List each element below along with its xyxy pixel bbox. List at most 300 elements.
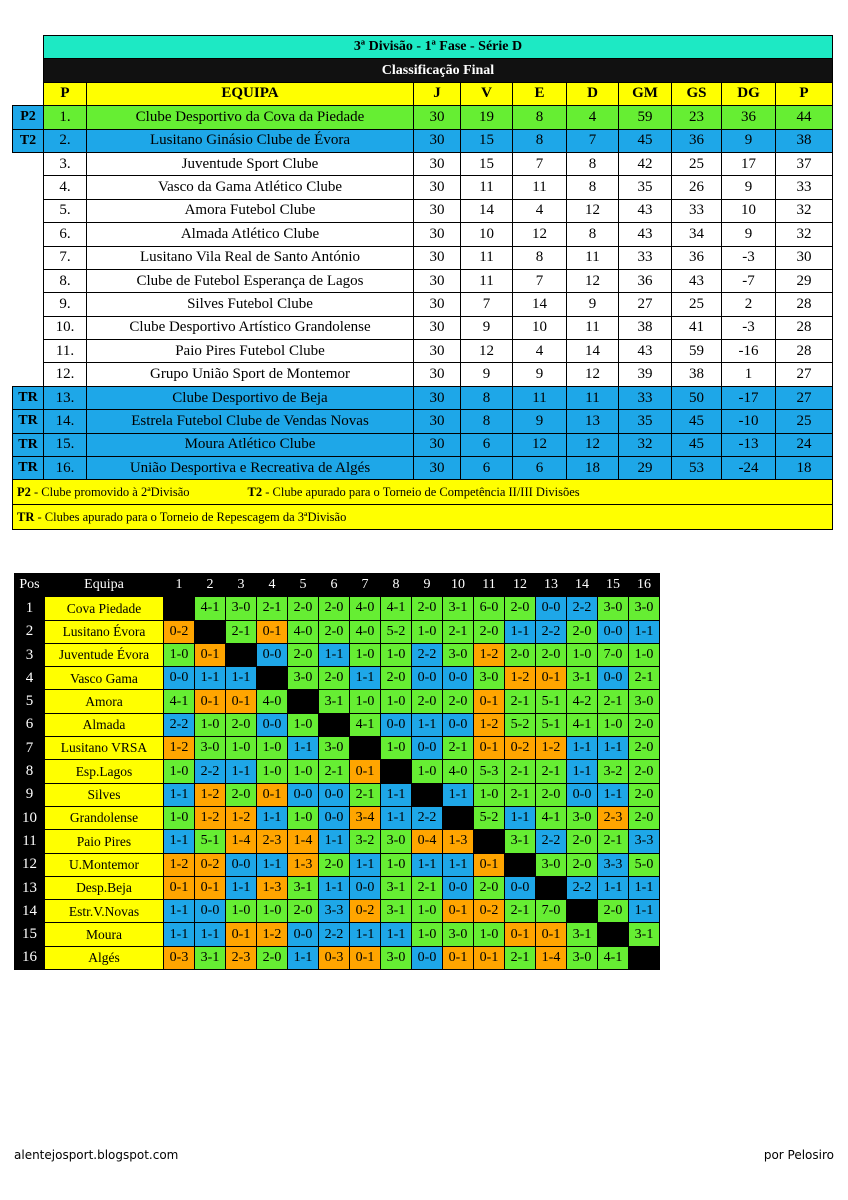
- cell-goal-difference: 9: [722, 223, 776, 246]
- match-result: 1-2: [226, 806, 257, 829]
- cell-goals-against: 45: [672, 410, 722, 433]
- col-header-draws: E: [513, 82, 567, 105]
- match-result: 1-1: [257, 853, 288, 876]
- matrix-col-header: 9: [412, 574, 443, 597]
- match-result: 0-0: [226, 853, 257, 876]
- match-result: 0-0: [164, 667, 195, 690]
- match-result: 2-0: [474, 876, 505, 899]
- col-header-goals-for: GM: [619, 82, 672, 105]
- cell-position: 15.: [44, 433, 87, 456]
- matrix-self-cell: [257, 667, 288, 690]
- cell-goals-for: 39: [619, 363, 672, 386]
- matrix-row-pos: 10: [15, 806, 45, 829]
- match-result: 1-1: [598, 737, 629, 760]
- match-result: 4-0: [350, 620, 381, 643]
- empty-tag: [13, 152, 44, 175]
- cell-position: 10.: [44, 316, 87, 339]
- legend-tr-text: - Clubes apurado para o Torneio de Repescagem da 3ªDivisão: [34, 510, 347, 525]
- empty-tag: [13, 246, 44, 269]
- match-result: 1-1: [350, 667, 381, 690]
- cell-wins: 15: [461, 129, 513, 152]
- cell-goals-against: 59: [672, 340, 722, 363]
- match-result: 1-1: [412, 853, 443, 876]
- match-result: 0-0: [319, 783, 350, 806]
- cell-position: 13.: [44, 386, 87, 409]
- cell-played: 30: [414, 293, 461, 316]
- match-result: 2-1: [598, 690, 629, 713]
- matrix-row-pos: 12: [15, 853, 45, 876]
- cell-goals-for: 29: [619, 457, 672, 480]
- cell-losses: 13: [567, 410, 619, 433]
- cell-draws: 10: [513, 316, 567, 339]
- matrix-col-header: 7: [350, 574, 381, 597]
- match-result: 3-4: [350, 806, 381, 829]
- match-result: 2-0: [288, 900, 319, 923]
- cell-goals-for: 42: [619, 152, 672, 175]
- cell-draws: 4: [513, 340, 567, 363]
- match-result: 0-0: [288, 923, 319, 946]
- match-result: 2-2: [412, 643, 443, 666]
- matrix-row-team: Esp.Lagos: [45, 760, 164, 783]
- matrix-row: [15, 830, 660, 853]
- matrix-self-cell: [412, 783, 443, 806]
- match-result: 2-1: [226, 620, 257, 643]
- cell-goal-difference: 9: [722, 176, 776, 199]
- match-result: 2-0: [412, 597, 443, 620]
- cell-goal-difference: 10: [722, 199, 776, 222]
- cell-goals-for: 33: [619, 246, 672, 269]
- match-result: 2-2: [536, 830, 567, 853]
- match-result: 0-0: [350, 876, 381, 899]
- match-result: 3-1: [505, 830, 536, 853]
- match-result: 1-1: [598, 783, 629, 806]
- match-result: 1-0: [226, 900, 257, 923]
- standings-row: [13, 223, 833, 246]
- match-result: 1-1: [319, 876, 350, 899]
- standings-row: [13, 129, 833, 152]
- match-result: 1-0: [164, 760, 195, 783]
- match-result: 2-0: [474, 620, 505, 643]
- cell-losses: 8: [567, 223, 619, 246]
- match-result: 0-1: [536, 667, 567, 690]
- matrix-col-header: 12: [505, 574, 536, 597]
- cell-goals-for: 38: [619, 316, 672, 339]
- matrix-self-cell: [288, 690, 319, 713]
- match-result: 3-1: [629, 923, 660, 946]
- match-result: 1-1: [288, 946, 319, 969]
- legend-row-1: [13, 480, 833, 505]
- match-result: 0-0: [505, 876, 536, 899]
- cell-team: Clube Desportivo da Cova da Piedade: [87, 106, 414, 129]
- match-result: 2-3: [226, 946, 257, 969]
- cell-goals-for: 43: [619, 340, 672, 363]
- match-result: 3-1: [567, 923, 598, 946]
- cell-draws: 12: [513, 223, 567, 246]
- match-result: 1-0: [381, 853, 412, 876]
- cell-team: Silves Futebol Clube: [87, 293, 414, 316]
- cell-goal-difference: 2: [722, 293, 776, 316]
- matrix-row-team: Vasco Gama: [45, 667, 164, 690]
- cell-goals-against: 38: [672, 363, 722, 386]
- match-result: 1-0: [474, 923, 505, 946]
- match-result: 3-1: [319, 690, 350, 713]
- match-result: 2-0: [288, 643, 319, 666]
- cell-position: 11.: [44, 340, 87, 363]
- matrix-row: [15, 876, 660, 899]
- match-result: 0-1: [474, 853, 505, 876]
- cell-points: 32: [776, 223, 833, 246]
- cell-draws: 9: [513, 363, 567, 386]
- match-result: 1-1: [567, 760, 598, 783]
- cell-draws: 8: [513, 129, 567, 152]
- footer-author: por Pelosiro: [763, 1148, 834, 1162]
- matrix-row-team: Paio Pires: [45, 830, 164, 853]
- match-result: 2-2: [536, 620, 567, 643]
- cell-played: 30: [414, 223, 461, 246]
- cell-team: Paio Pires Futebol Clube: [87, 340, 414, 363]
- cell-points: 30: [776, 246, 833, 269]
- cell-played: 30: [414, 316, 461, 339]
- matrix-row: [15, 667, 660, 690]
- cell-goal-difference: -10: [722, 410, 776, 433]
- cell-goals-for: 35: [619, 410, 672, 433]
- cell-wins: 7: [461, 293, 513, 316]
- match-result: 3-0: [381, 830, 412, 853]
- match-result: 2-0: [567, 620, 598, 643]
- cell-position: 4.: [44, 176, 87, 199]
- match-result: 0-1: [195, 876, 226, 899]
- cell-losses: 14: [567, 340, 619, 363]
- match-result: 1-0: [381, 737, 412, 760]
- matrix-col-header: 2: [195, 574, 226, 597]
- matrix-col-header: 8: [381, 574, 412, 597]
- match-result: 1-1: [381, 806, 412, 829]
- match-result: 1-2: [195, 806, 226, 829]
- cell-draws: 4: [513, 199, 567, 222]
- matrix-row: [15, 713, 660, 736]
- match-result: 1-1: [226, 760, 257, 783]
- match-result: 1-1: [443, 783, 474, 806]
- cell-position: 7.: [44, 246, 87, 269]
- cell-goal-difference: -3: [722, 246, 776, 269]
- standings-row: [13, 176, 833, 199]
- match-result: 4-1: [164, 690, 195, 713]
- cell-position: 12.: [44, 363, 87, 386]
- cell-team: Lusitano Vila Real de Santo António: [87, 246, 414, 269]
- matrix-header-pos: Pos: [15, 574, 45, 597]
- cell-points: 28: [776, 316, 833, 339]
- standings-row: [13, 316, 833, 339]
- matrix-row-pos: 16: [15, 946, 45, 969]
- match-result: 0-1: [350, 760, 381, 783]
- matrix-row: [15, 760, 660, 783]
- match-result: 1-0: [195, 713, 226, 736]
- matrix-self-cell: [195, 620, 226, 643]
- cell-goals-against: 34: [672, 223, 722, 246]
- match-result: 2-0: [288, 597, 319, 620]
- cell-draws: 8: [513, 106, 567, 129]
- match-result: 1-0: [288, 806, 319, 829]
- cell-wins: 9: [461, 316, 513, 339]
- cell-points: 33: [776, 176, 833, 199]
- match-result: 2-1: [629, 667, 660, 690]
- match-result: 1-1: [195, 667, 226, 690]
- match-result: 0-1: [350, 946, 381, 969]
- cell-draws: 8: [513, 246, 567, 269]
- legend-t2-code: T2: [247, 485, 263, 500]
- match-result: 2-0: [505, 643, 536, 666]
- table-subtitle: Classificação Final: [44, 59, 833, 82]
- cell-position: 14.: [44, 410, 87, 433]
- matrix-row-team: Cova Piedade: [45, 597, 164, 620]
- match-result: 0-2: [350, 900, 381, 923]
- standings-row: [13, 386, 833, 409]
- match-result: 4-2: [567, 690, 598, 713]
- matrix-row: [15, 620, 660, 643]
- cell-losses: 9: [567, 293, 619, 316]
- match-result: 4-0: [350, 597, 381, 620]
- match-result: 2-1: [505, 946, 536, 969]
- match-result: 2-2: [412, 806, 443, 829]
- match-result: 2-0: [536, 643, 567, 666]
- empty-tag: [13, 269, 44, 292]
- match-result: 3-0: [319, 737, 350, 760]
- cell-wins: 10: [461, 223, 513, 246]
- standings-row: [13, 433, 833, 456]
- match-result: 2-1: [505, 783, 536, 806]
- cell-played: 30: [414, 340, 461, 363]
- match-result: 2-1: [350, 783, 381, 806]
- matrix-row: [15, 597, 660, 620]
- match-result: 2-2: [567, 876, 598, 899]
- match-result: 1-1: [164, 900, 195, 923]
- cell-played: 30: [414, 199, 461, 222]
- match-result: 1-2: [164, 853, 195, 876]
- matrix-row-team: Lusitano Évora: [45, 620, 164, 643]
- matrix-row-team: Moura: [45, 923, 164, 946]
- match-result: 3-1: [381, 900, 412, 923]
- match-result: 0-0: [443, 713, 474, 736]
- match-result: 2-0: [412, 690, 443, 713]
- matrix-row-pos: 3: [15, 643, 45, 666]
- cell-goals-against: 25: [672, 152, 722, 175]
- match-result: 0-0: [412, 946, 443, 969]
- cell-draws: 14: [513, 293, 567, 316]
- cell-goal-difference: -13: [722, 433, 776, 456]
- match-result: 1-1: [164, 783, 195, 806]
- match-result: 3-0: [567, 946, 598, 969]
- match-result: 1-1: [505, 620, 536, 643]
- cell-draws: 7: [513, 269, 567, 292]
- match-result: 2-1: [443, 737, 474, 760]
- matrix-row-pos: 5: [15, 690, 45, 713]
- match-result: 1-1: [164, 830, 195, 853]
- standings-row: [13, 269, 833, 292]
- qualification-tag: TR: [13, 457, 44, 480]
- match-result: 0-2: [164, 620, 195, 643]
- cell-goals-against: 41: [672, 316, 722, 339]
- empty-tag: [13, 199, 44, 222]
- match-result: 2-0: [257, 946, 288, 969]
- col-header-wins: V: [461, 82, 513, 105]
- cell-position: 2.: [44, 129, 87, 152]
- cell-team: Clube Desportivo de Beja: [87, 386, 414, 409]
- matrix-row-pos: 15: [15, 923, 45, 946]
- cell-points: 32: [776, 199, 833, 222]
- match-result: 1-0: [412, 620, 443, 643]
- empty-tag: [13, 293, 44, 316]
- cell-goals-against: 43: [672, 269, 722, 292]
- match-result: 3-2: [350, 830, 381, 853]
- match-result: 1-1: [567, 737, 598, 760]
- col-header-goals-against: GS: [672, 82, 722, 105]
- cell-wins: 11: [461, 176, 513, 199]
- match-result: 3-0: [567, 806, 598, 829]
- standings-row: [13, 410, 833, 433]
- match-result: 2-2: [319, 923, 350, 946]
- legend-tr-code: TR: [17, 510, 35, 525]
- cell-losses: 12: [567, 269, 619, 292]
- match-result: 0-0: [381, 713, 412, 736]
- match-result: 1-0: [257, 760, 288, 783]
- match-result: 2-1: [505, 760, 536, 783]
- empty-tag: [13, 340, 44, 363]
- match-result: 1-0: [257, 737, 288, 760]
- match-result: 1-1: [443, 853, 474, 876]
- match-result: 2-1: [505, 900, 536, 923]
- cell-goals-for: 45: [619, 129, 672, 152]
- match-result: 0-4: [412, 830, 443, 853]
- cell-losses: 4: [567, 106, 619, 129]
- cell-team: Estrela Futebol Clube de Vendas Novas: [87, 410, 414, 433]
- match-result: 0-0: [319, 806, 350, 829]
- cell-team: Moura Atlético Clube: [87, 433, 414, 456]
- cell-played: 30: [414, 129, 461, 152]
- cell-goal-difference: 1: [722, 363, 776, 386]
- match-result: 2-0: [629, 737, 660, 760]
- matrix-row: [15, 853, 660, 876]
- col-header-losses: D: [567, 82, 619, 105]
- match-result: 5-2: [381, 620, 412, 643]
- match-result: 1-0: [350, 643, 381, 666]
- match-result: 4-1: [598, 946, 629, 969]
- matrix-col-header: 13: [536, 574, 567, 597]
- cell-points: 27: [776, 386, 833, 409]
- standings-row: [13, 363, 833, 386]
- cell-wins: 9: [461, 363, 513, 386]
- cell-goals-against: 23: [672, 106, 722, 129]
- match-result: 3-1: [195, 946, 226, 969]
- cell-team: Lusitano Ginásio Clube de Évora: [87, 129, 414, 152]
- matrix-self-cell: [629, 946, 660, 969]
- match-result: 0-1: [474, 946, 505, 969]
- cell-wins: 8: [461, 386, 513, 409]
- col-header-position: P: [44, 82, 87, 105]
- match-result: 0-3: [319, 946, 350, 969]
- match-result: 1-0: [381, 690, 412, 713]
- match-result: 3-0: [443, 923, 474, 946]
- cell-points: 27: [776, 363, 833, 386]
- matrix-row-pos: 1: [15, 597, 45, 620]
- match-result: 2-0: [319, 853, 350, 876]
- match-result: 0-1: [195, 690, 226, 713]
- table-title: 3ª Divisão - 1ª Fase - Série D: [44, 36, 833, 59]
- matrix-self-cell: [474, 830, 505, 853]
- cell-goals-against: 26: [672, 176, 722, 199]
- match-result: 2-0: [536, 783, 567, 806]
- match-result: 3-0: [288, 667, 319, 690]
- cell-played: 30: [414, 410, 461, 433]
- match-result: 0-1: [505, 923, 536, 946]
- match-result: 0-2: [505, 737, 536, 760]
- empty-tag: [13, 176, 44, 199]
- match-result: 3-3: [319, 900, 350, 923]
- match-result: 1-0: [164, 806, 195, 829]
- match-result: 1-2: [164, 737, 195, 760]
- match-result: 0-1: [226, 923, 257, 946]
- match-result: 1-1: [164, 923, 195, 946]
- match-result: 1-4: [226, 830, 257, 853]
- match-result: 2-0: [226, 713, 257, 736]
- matrix-row-team: Grandolense: [45, 806, 164, 829]
- col-header-points: P: [776, 82, 833, 105]
- match-result: 1-1: [319, 830, 350, 853]
- cell-goal-difference: 9: [722, 129, 776, 152]
- match-result: 1-2: [536, 737, 567, 760]
- match-result: 3-3: [629, 830, 660, 853]
- standings-row: [13, 293, 833, 316]
- matrix-self-cell: [598, 923, 629, 946]
- match-result: 0-0: [412, 737, 443, 760]
- match-result: 1-0: [164, 643, 195, 666]
- match-result: 1-0: [288, 760, 319, 783]
- match-result: 1-1: [412, 713, 443, 736]
- cell-draws: 7: [513, 152, 567, 175]
- matrix-self-cell: [350, 737, 381, 760]
- match-result: 3-1: [288, 876, 319, 899]
- match-result: 0-0: [443, 876, 474, 899]
- matrix-row-team: U.Montemor: [45, 853, 164, 876]
- match-result: 5-3: [474, 760, 505, 783]
- match-result: 1-2: [505, 667, 536, 690]
- match-result: 1-2: [474, 713, 505, 736]
- match-result: 3-1: [443, 597, 474, 620]
- match-result: 3-1: [567, 667, 598, 690]
- cell-points: 28: [776, 293, 833, 316]
- matrix-row-team: Algés: [45, 946, 164, 969]
- matrix-row-team: Lusitano VRSA: [45, 737, 164, 760]
- cell-points: 18: [776, 457, 833, 480]
- matrix-row: [15, 643, 660, 666]
- cell-position: 1.: [44, 106, 87, 129]
- match-result: 1-0: [412, 900, 443, 923]
- standings-row: [13, 152, 833, 175]
- cell-goals-for: 36: [619, 269, 672, 292]
- match-result: 3-0: [629, 597, 660, 620]
- cell-goals-against: 25: [672, 293, 722, 316]
- match-result: 6-0: [474, 597, 505, 620]
- match-result: 2-2: [567, 597, 598, 620]
- cell-played: 30: [414, 246, 461, 269]
- standings-row: [13, 457, 833, 480]
- match-result: 0-1: [443, 900, 474, 923]
- match-result: 4-1: [350, 713, 381, 736]
- match-result: 0-2: [195, 853, 226, 876]
- matrix-row-team: Desp.Beja: [45, 876, 164, 899]
- cell-losses: 7: [567, 129, 619, 152]
- cell-played: 30: [414, 106, 461, 129]
- match-result: 0-1: [443, 946, 474, 969]
